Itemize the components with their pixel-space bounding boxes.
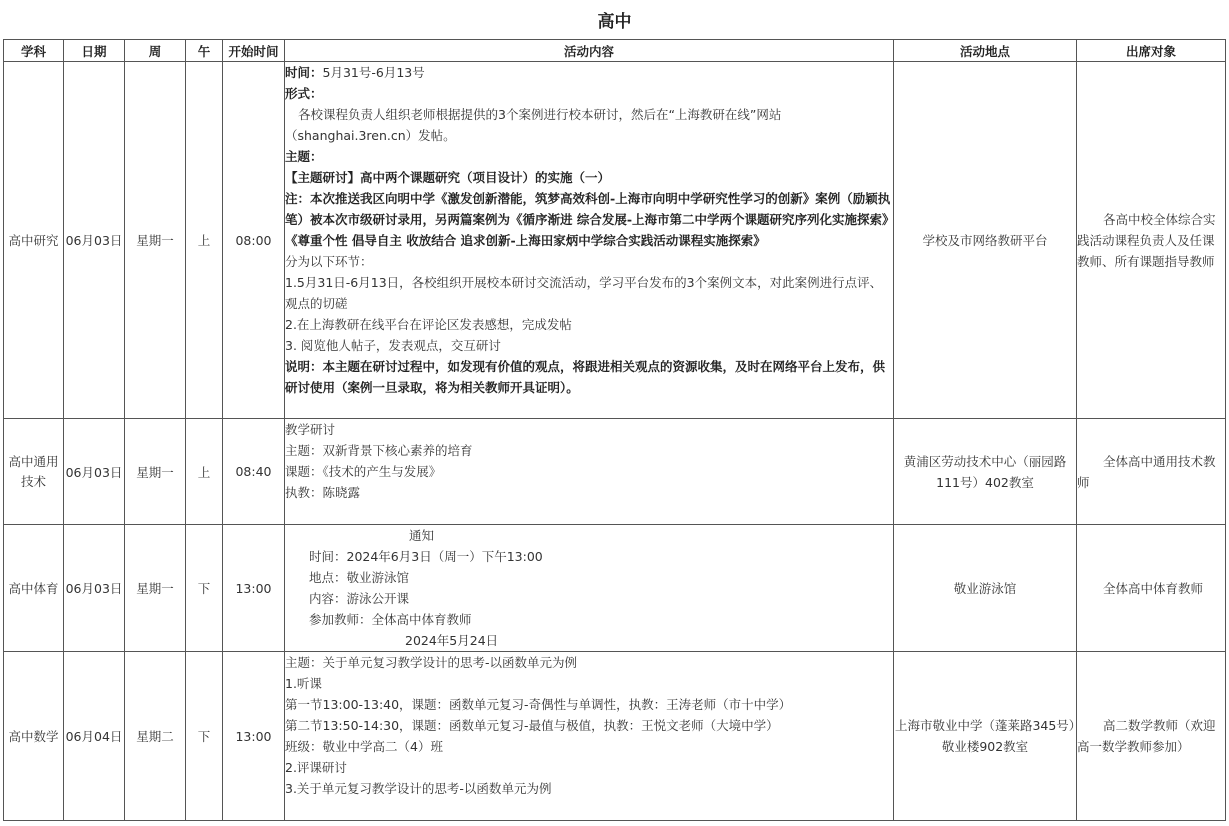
- content-line: 参加教师：全体高中体育教师: [309, 612, 472, 627]
- attendees-text: 各高中校全体综合实践活动课程负责人及任课教师、所有课题指导教师: [1077, 211, 1216, 269]
- content-line: 课题：《技术的产生与发展》: [285, 464, 442, 479]
- content-line: 地点：敬业游泳馆: [309, 570, 410, 585]
- cell-place: 上海市敬业中学（蓬莱路345号）敬业楼902教室: [894, 652, 1077, 821]
- cell-date: 06月04日: [64, 652, 125, 821]
- step-3: 3. 阅览他人帖子，发表观点，交互研讨: [285, 338, 501, 353]
- cell-date: 06月03日: [64, 525, 125, 652]
- notice-date: 2024年5月24日: [405, 633, 499, 648]
- cell-weekday: 星期一: [125, 419, 186, 525]
- cell-ampm: 上: [186, 62, 223, 419]
- notice-heading: 通知: [409, 528, 435, 543]
- content-line: 第一节13:00-13:40，课题：函数单元复习-奇偶性与单调性，执教：王涛老师（市十中学）: [285, 697, 792, 712]
- cell-subject: 高中数学: [4, 652, 64, 821]
- cell-date: 06月03日: [64, 62, 125, 419]
- cell-place: 学校及市网络教研平台: [894, 62, 1077, 419]
- content-line: 执教：陈晓露: [285, 485, 361, 500]
- attendees-text: 全体高中体育教师: [1103, 580, 1204, 596]
- cell-weekday: 星期一: [125, 525, 186, 652]
- table-row: [4, 419, 1226, 525]
- cell-subject: 高中研究: [4, 62, 64, 419]
- header-start-time: 开始时间: [223, 40, 285, 62]
- cell-date: 06月03日: [64, 419, 125, 525]
- cell-place: 黄浦区劳动技术中心（丽园路111号）402教室: [894, 419, 1077, 525]
- content-line: 主题：关于单元复习教学设计的思考-以函数单元为例: [285, 655, 578, 670]
- cell-start-time: 13:00: [223, 652, 285, 821]
- header-weekday: 周: [125, 40, 186, 62]
- time-label: 时间：: [285, 65, 323, 80]
- form-label: 形式：: [285, 86, 323, 101]
- cell-attendees: [1077, 652, 1226, 821]
- cell-content: [285, 525, 894, 652]
- table-header-row: [4, 40, 1226, 62]
- cell-ampm: 下: [186, 525, 223, 652]
- cell-place: 敬业游泳馆: [894, 525, 1077, 652]
- cell-weekday: 星期一: [125, 62, 186, 419]
- cell-subject: 高中体育: [4, 525, 64, 652]
- form-text: 各校课程负责人组织老师根据提供的3个案例进行校本研讨，然后在“上海教研在线”网站（shanghai.3ren.cn）发帖。: [285, 107, 782, 143]
- header-place: 活动地点: [894, 40, 1077, 62]
- content-line: 1.听课: [285, 676, 322, 691]
- cell-attendees: [1077, 62, 1226, 419]
- attendees-text: 高二数学教师（欢迎高一数学教师参加）: [1077, 718, 1216, 754]
- cell-attendees: [1077, 525, 1226, 652]
- content-line: 第二节13:50-14:30，课题：函数单元复习-最值与极值，执教：王悦文老师（大境中学）: [285, 718, 779, 733]
- cell-start-time: 08:40: [223, 419, 285, 525]
- content-line: 主题：双新背景下核心素养的培育: [285, 443, 473, 458]
- cell-ampm: 上: [186, 419, 223, 525]
- cell-content: [285, 62, 894, 419]
- content-line: 2.评课研讨: [285, 760, 347, 775]
- content-line: 内容：游泳公开课: [309, 591, 410, 606]
- cell-start-time: 08:00: [223, 62, 285, 419]
- content-line: 3.关于单元复习教学设计的思考-以函数单元为例: [285, 781, 552, 796]
- header-content: 活动内容: [285, 40, 894, 62]
- theme-title: 【主题研讨】高中两个课题研究（项目设计）的实施（一）: [285, 170, 611, 185]
- header-attendees: 出席对象: [1077, 40, 1226, 62]
- theme-label: 主题：: [285, 149, 323, 164]
- case-note: 注：本次推送我区向明中学《激发创新潜能，筑梦高效科创-上海市向明中学研究性学习的创新》案例（励颖执笔）被本次市级研讨录用，另两篇案例为《循序渐进 综合发展-上海市第二中学两个课题研究序列化实施探索》《尊重个性 倡导自主 收放结合 追求创新-上海田家炳中学综合实践活动课程实施探索》: [285, 191, 891, 248]
- step-2: 2.在上海教研在线平台在评论区发表感想，完成发帖: [285, 317, 572, 332]
- cell-subject: 高中通用技术: [4, 419, 64, 525]
- cell-start-time: 13:00: [223, 525, 285, 652]
- table-row: [4, 525, 1226, 652]
- cell-content: [285, 419, 894, 525]
- page-title: 高中: [597, 12, 632, 32]
- step-1: 1.5月31日-6月13日，各校组织开展校本研讨交流活动，学习平台发布的3个案例文本，对此案例进行点评、观点的切磋: [285, 275, 883, 311]
- cell-attendees: [1077, 419, 1226, 525]
- table-row: [4, 652, 1226, 821]
- attendees-text: 全体高中通用技术教师: [1077, 453, 1216, 490]
- explanation: 说明：本主题在研讨过程中，如发现有价值的观点，将跟进相关观点的资源收集，及时在网络平台上发布，供研讨使用（案例一旦录取，将为相关教师开具证明）。: [285, 359, 886, 395]
- table-row: [4, 62, 1226, 419]
- time-value: 5月31号-6月13号: [322, 65, 425, 80]
- cell-content: [285, 652, 894, 821]
- schedule-table: [3, 39, 1226, 821]
- header-ampm: 午: [186, 40, 223, 62]
- cell-ampm: 下: [186, 652, 223, 821]
- content-line: 时间：2024年6月3日（周一）下午13:00: [309, 549, 543, 564]
- header-subject: 学科: [4, 40, 64, 62]
- header-date: 日期: [64, 40, 125, 62]
- content-line: 教学研讨: [285, 422, 336, 437]
- content-line: 班级：敬业中学高二（4）班: [285, 739, 443, 754]
- cell-weekday: 星期二: [125, 652, 186, 821]
- sections-intro: 分为以下环节：: [285, 254, 373, 269]
